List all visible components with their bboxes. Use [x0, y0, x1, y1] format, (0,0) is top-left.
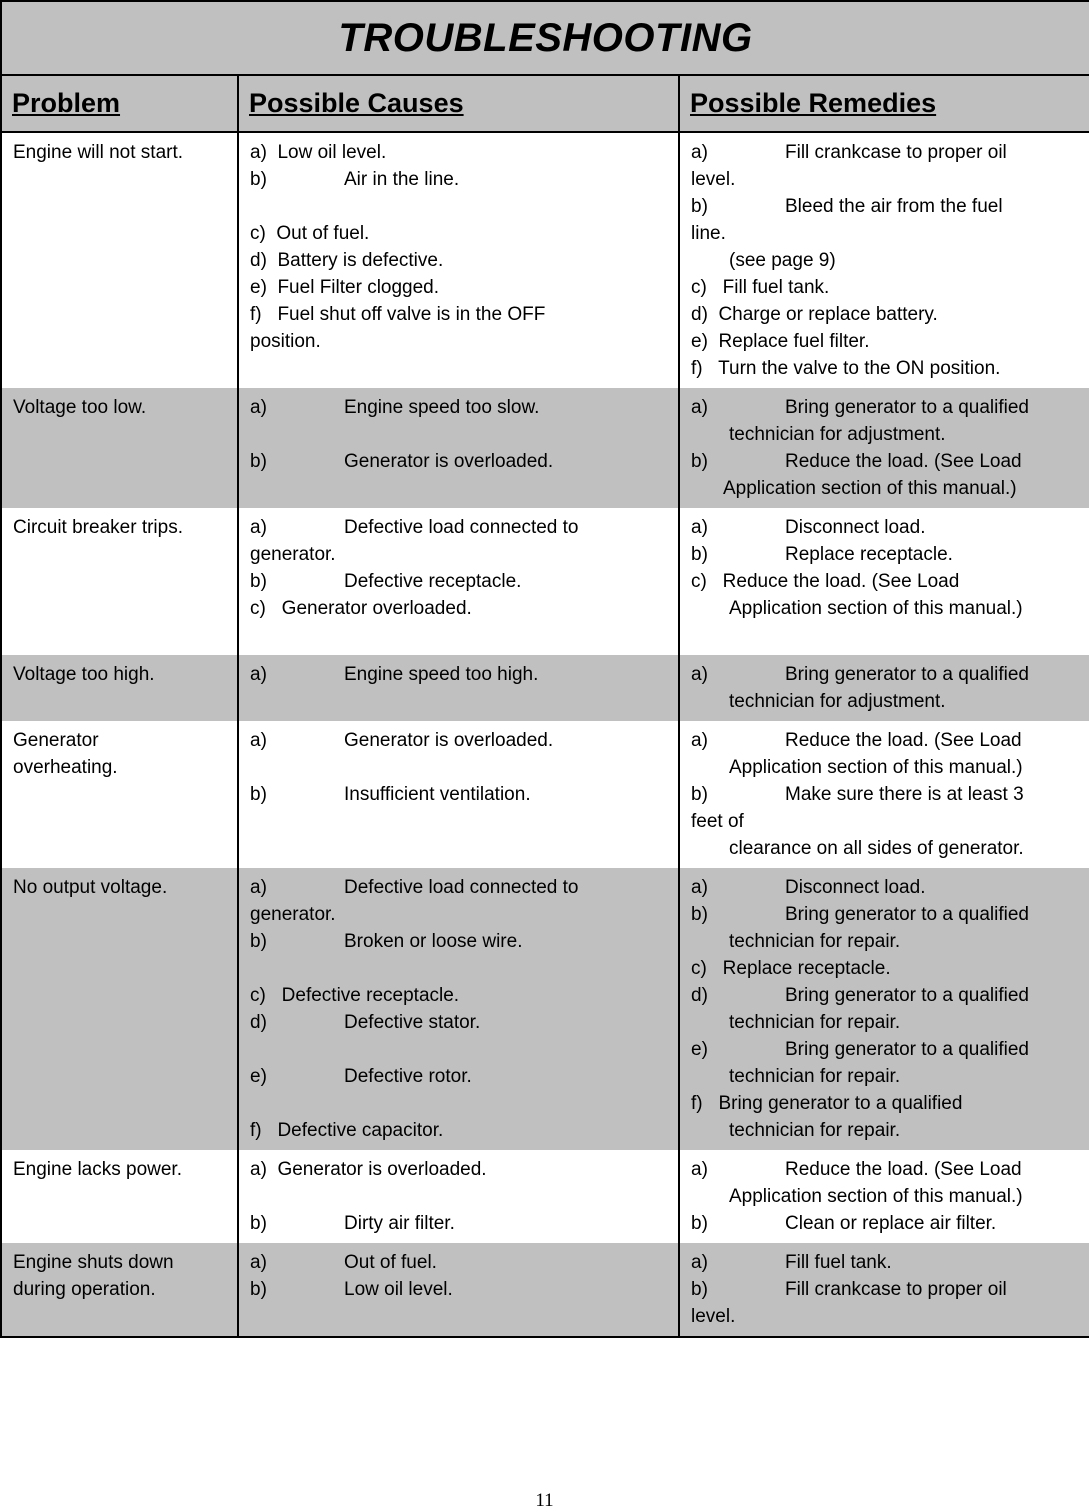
remedy-line — [691, 421, 1079, 448]
item-text: Generator is overloaded. — [344, 730, 554, 751]
cause-line — [250, 781, 668, 808]
item-label: a) — [691, 1252, 708, 1273]
causes-cell — [238, 388, 679, 508]
item-text: (see page 9) — [729, 250, 836, 271]
table-row — [1, 1243, 1089, 1337]
remedy-line — [691, 475, 1079, 502]
item-text: c) Reduce the load. (See Load — [691, 571, 960, 592]
item-label: b) — [250, 1279, 267, 1300]
remedy-line — [691, 247, 1079, 274]
remedies-cell — [679, 868, 1089, 1150]
item-label: b) — [250, 784, 267, 805]
cause-line — [250, 1183, 668, 1210]
title-banner — [1, 1, 1089, 75]
causes-cell — [238, 132, 679, 388]
remedy-line — [691, 514, 1079, 541]
problem-text: Circuit breaker trips. — [13, 517, 183, 538]
item-text: technician for repair. — [729, 1066, 901, 1087]
item-text: f) Defective capacitor. — [250, 1120, 444, 1141]
problem-cell — [1, 1150, 238, 1243]
item-label: b) — [250, 1213, 267, 1234]
item-label: e) — [250, 1066, 267, 1087]
remedy-line — [691, 1249, 1079, 1276]
cause-line — [250, 982, 668, 1009]
causes-cell — [238, 1243, 679, 1337]
remedy-line — [691, 781, 1079, 808]
cause-line — [250, 139, 668, 166]
table-row — [1, 1150, 1089, 1243]
problem-cell — [1, 868, 238, 1150]
item-text: f) Bring generator to a qualified — [691, 1093, 963, 1114]
item-label: a) — [250, 664, 267, 685]
table-row — [1, 655, 1089, 721]
item-label: b) — [691, 904, 708, 925]
table-row — [1, 132, 1089, 388]
cause-line — [250, 220, 668, 247]
cause-line — [250, 301, 668, 328]
cause-line — [250, 622, 668, 649]
item-text: level. — [691, 1306, 736, 1327]
remedy-line — [691, 1303, 1079, 1330]
item-label: b) — [691, 1279, 708, 1300]
item-text: Application section of this manual.) — [729, 1186, 1023, 1207]
item-text: Defective load connected to — [344, 517, 579, 538]
remedy-line — [691, 1117, 1079, 1144]
remedy-line — [691, 808, 1079, 835]
item-label: b) — [691, 544, 708, 565]
remedy-line — [691, 1156, 1079, 1183]
item-text: Bring generator to a qualified — [785, 904, 1029, 925]
item-text: Bring generator to a qualified — [785, 397, 1029, 418]
item-text: Low oil level. — [344, 1279, 453, 1300]
cause-line — [250, 247, 668, 274]
item-text: Application section of this manual.) — [723, 478, 1017, 499]
cause-line — [250, 754, 668, 781]
item-text: technician for repair. — [729, 931, 901, 952]
remedy-line — [691, 166, 1079, 193]
cause-line — [250, 1117, 668, 1144]
item-text: generator. — [250, 544, 336, 565]
item-text: level. — [691, 169, 736, 190]
remedy-line — [691, 955, 1079, 982]
page-title: TROUBLESHOOTING — [338, 16, 753, 60]
remedy-line — [691, 1210, 1079, 1237]
table-row — [1, 721, 1089, 868]
item-text: technician for repair. — [729, 1120, 901, 1141]
item-label: b) — [250, 169, 267, 190]
item-text: Make sure there is at least 3 — [785, 784, 1024, 805]
remedy-line — [691, 139, 1079, 166]
causes-cell — [238, 508, 679, 655]
item-text: Application section of this manual.) — [729, 598, 1023, 619]
item-text: Reduce the load. (See Load — [785, 730, 1022, 751]
problem-text: No output voltage. — [13, 877, 168, 898]
item-text: f) Fuel shut off valve is in the OFF — [250, 304, 546, 325]
item-text: c) Out of fuel. — [250, 223, 370, 244]
item-label: a) — [250, 517, 267, 538]
cause-line — [250, 1276, 668, 1303]
item-label: b) — [250, 451, 267, 472]
item-text: Broken or loose wire. — [344, 931, 523, 952]
cause-line — [250, 193, 668, 220]
item-text: f) Turn the valve to the ON position. — [691, 358, 1001, 379]
item-text: Reduce the load. (See Load — [785, 451, 1022, 472]
item-text: technician for adjustment. — [729, 424, 946, 445]
item-text: Fill crankcase to proper oil — [785, 1279, 1007, 1300]
item-text: Dirty air filter. — [344, 1213, 455, 1234]
table-row — [1, 868, 1089, 1150]
cause-line — [250, 568, 668, 595]
item-text: Engine speed too high. — [344, 664, 539, 685]
cause-line — [250, 727, 668, 754]
remedy-line — [691, 1009, 1079, 1036]
cause-line — [250, 448, 668, 475]
item-label: a) — [691, 664, 708, 685]
cause-line — [250, 166, 668, 193]
item-label: a) — [691, 877, 708, 898]
table-body — [1, 132, 1089, 1337]
problem-cell — [1, 1243, 238, 1337]
causes-cell — [238, 721, 679, 868]
item-text: Bring generator to a qualified — [785, 985, 1029, 1006]
remedy-line — [691, 448, 1079, 475]
item-text: technician for repair. — [729, 1012, 901, 1033]
item-text: Out of fuel. — [344, 1252, 437, 1273]
remedy-line — [691, 541, 1079, 568]
remedy-line — [691, 874, 1079, 901]
item-text: feet of — [691, 811, 744, 832]
table-row — [1, 508, 1089, 655]
item-label: d) — [691, 985, 708, 1006]
remedy-line — [691, 1183, 1079, 1210]
cause-line — [250, 955, 668, 982]
item-text: a) Generator is overloaded. — [250, 1159, 487, 1180]
item-label: a) — [691, 517, 708, 538]
item-text: Generator is overloaded. — [344, 451, 554, 472]
item-label: a) — [691, 142, 708, 163]
item-text: clearance on all sides of generator. — [729, 838, 1024, 859]
remedy-line — [691, 1276, 1079, 1303]
item-label: b) — [691, 451, 708, 472]
remedy-line — [691, 394, 1079, 421]
remedy-line — [691, 568, 1079, 595]
remedy-line — [691, 727, 1079, 754]
cause-line — [250, 1249, 668, 1276]
item-text: Defective load connected to — [344, 877, 579, 898]
cause-line — [250, 1210, 668, 1237]
remedies-cell — [679, 388, 1089, 508]
item-text: Engine speed too slow. — [344, 397, 540, 418]
remedy-line — [691, 220, 1079, 247]
item-label: a) — [250, 397, 267, 418]
problem-text: during operation. — [13, 1279, 156, 1300]
remedy-line — [691, 328, 1079, 355]
item-text: Fill crankcase to proper oil — [785, 142, 1007, 163]
remedies-cell — [679, 508, 1089, 655]
item-text: Defective rotor. — [344, 1066, 472, 1087]
problem-text: Engine lacks power. — [13, 1159, 182, 1180]
remedy-line — [691, 301, 1079, 328]
problem-text: Engine shuts down — [13, 1252, 174, 1273]
remedy-line — [691, 595, 1079, 622]
item-text: Bleed the air from the fuel — [785, 196, 1003, 217]
item-text: Bring generator to a qualified — [785, 1039, 1029, 1060]
item-text: position. — [250, 331, 321, 352]
cause-line — [250, 1009, 668, 1036]
item-text: Defective receptacle. — [344, 571, 522, 592]
item-label: b) — [691, 1213, 708, 1234]
remedy-line — [691, 274, 1079, 301]
remedies-cell — [679, 721, 1089, 868]
table-row — [1, 388, 1089, 508]
item-text: c) Generator overloaded. — [250, 598, 472, 619]
item-text: Clean or replace air filter. — [785, 1213, 997, 1234]
item-text: e) Replace fuel filter. — [691, 331, 870, 352]
item-text: Insufficient ventilation. — [344, 784, 531, 805]
item-text: generator. — [250, 904, 336, 925]
item-label: e) — [691, 1039, 708, 1060]
page-number: 11 — [535, 1490, 554, 1511]
cause-line — [250, 1090, 668, 1117]
item-text: Disconnect load. — [785, 877, 926, 898]
item-label: a) — [691, 397, 708, 418]
item-text: Disconnect load. — [785, 517, 926, 538]
problem-text: Voltage too low. — [13, 397, 147, 418]
item-label: b) — [691, 196, 708, 217]
remedy-line — [691, 661, 1079, 688]
item-text: Fill fuel tank. — [785, 1252, 892, 1273]
cause-line — [250, 1156, 668, 1183]
remedy-line — [691, 901, 1079, 928]
cause-line — [250, 328, 668, 355]
cause-line — [250, 541, 668, 568]
item-text: Replace receptacle. — [785, 544, 953, 565]
item-text: Bring generator to a qualified — [785, 664, 1029, 685]
item-text: Defective stator. — [344, 1012, 481, 1033]
cause-line — [250, 1036, 668, 1063]
item-text: Application section of this manual.) — [729, 757, 1023, 778]
problem-cell — [1, 721, 238, 868]
problem-cell — [1, 388, 238, 508]
item-text: c) Fill fuel tank. — [691, 277, 830, 298]
item-label: a) — [250, 877, 267, 898]
item-text: Reduce the load. (See Load — [785, 1159, 1022, 1180]
item-label: b) — [250, 571, 267, 592]
remedy-line — [691, 835, 1079, 862]
remedy-line — [691, 1036, 1079, 1063]
problem-text: overheating. — [13, 757, 118, 778]
remedy-line — [691, 193, 1079, 220]
cause-line — [250, 421, 668, 448]
cause-line — [250, 274, 668, 301]
cause-line — [250, 514, 668, 541]
item-text: a) Low oil level. — [250, 142, 387, 163]
item-label: b) — [691, 784, 708, 805]
causes-cell — [238, 868, 679, 1150]
causes-cell — [238, 1150, 679, 1243]
item-text: technician for adjustment. — [729, 691, 946, 712]
problem-text: Generator — [13, 730, 99, 751]
problem-cell — [1, 508, 238, 655]
remedies-cell — [679, 132, 1089, 388]
item-label: a) — [250, 730, 267, 751]
header-remedies: Possible Remedies — [679, 75, 1089, 132]
item-text: line. — [691, 223, 726, 244]
problem-text: Voltage too high. — [13, 664, 155, 685]
remedies-cell — [679, 1243, 1089, 1337]
cause-line — [250, 1063, 668, 1090]
remedy-line — [691, 1063, 1079, 1090]
problem-cell — [1, 655, 238, 721]
causes-cell — [238, 655, 679, 721]
item-label: d) — [250, 1012, 267, 1033]
item-label: a) — [691, 730, 708, 751]
item-label: a) — [691, 1159, 708, 1180]
item-text: c) Replace receptacle. — [691, 958, 891, 979]
header-problem: Problem — [1, 75, 238, 132]
item-text: c) Defective receptacle. — [250, 985, 460, 1006]
item-text: Air in the line. — [344, 169, 460, 190]
item-label: a) — [250, 1252, 267, 1273]
cause-line — [250, 874, 668, 901]
item-text: d) Charge or replace battery. — [691, 304, 938, 325]
remedies-cell — [679, 655, 1089, 721]
problem-text: Engine will not start. — [13, 142, 184, 163]
item-text: e) Fuel Filter clogged. — [250, 277, 440, 298]
item-text: d) Battery is defective. — [250, 250, 444, 271]
item-label: b) — [250, 931, 267, 952]
remedies-cell — [679, 1150, 1089, 1243]
cause-line — [250, 595, 668, 622]
cause-line — [250, 661, 668, 688]
remedy-line — [691, 928, 1079, 955]
remedy-line — [691, 982, 1079, 1009]
remedy-line — [691, 1090, 1079, 1117]
problem-cell — [1, 132, 238, 388]
remedy-line — [691, 355, 1079, 382]
cause-line — [250, 394, 668, 421]
cause-line — [250, 928, 668, 955]
header-causes: Possible Causes — [238, 75, 679, 132]
remedy-line — [691, 688, 1079, 715]
remedy-line — [691, 754, 1079, 781]
cause-line — [250, 901, 668, 928]
